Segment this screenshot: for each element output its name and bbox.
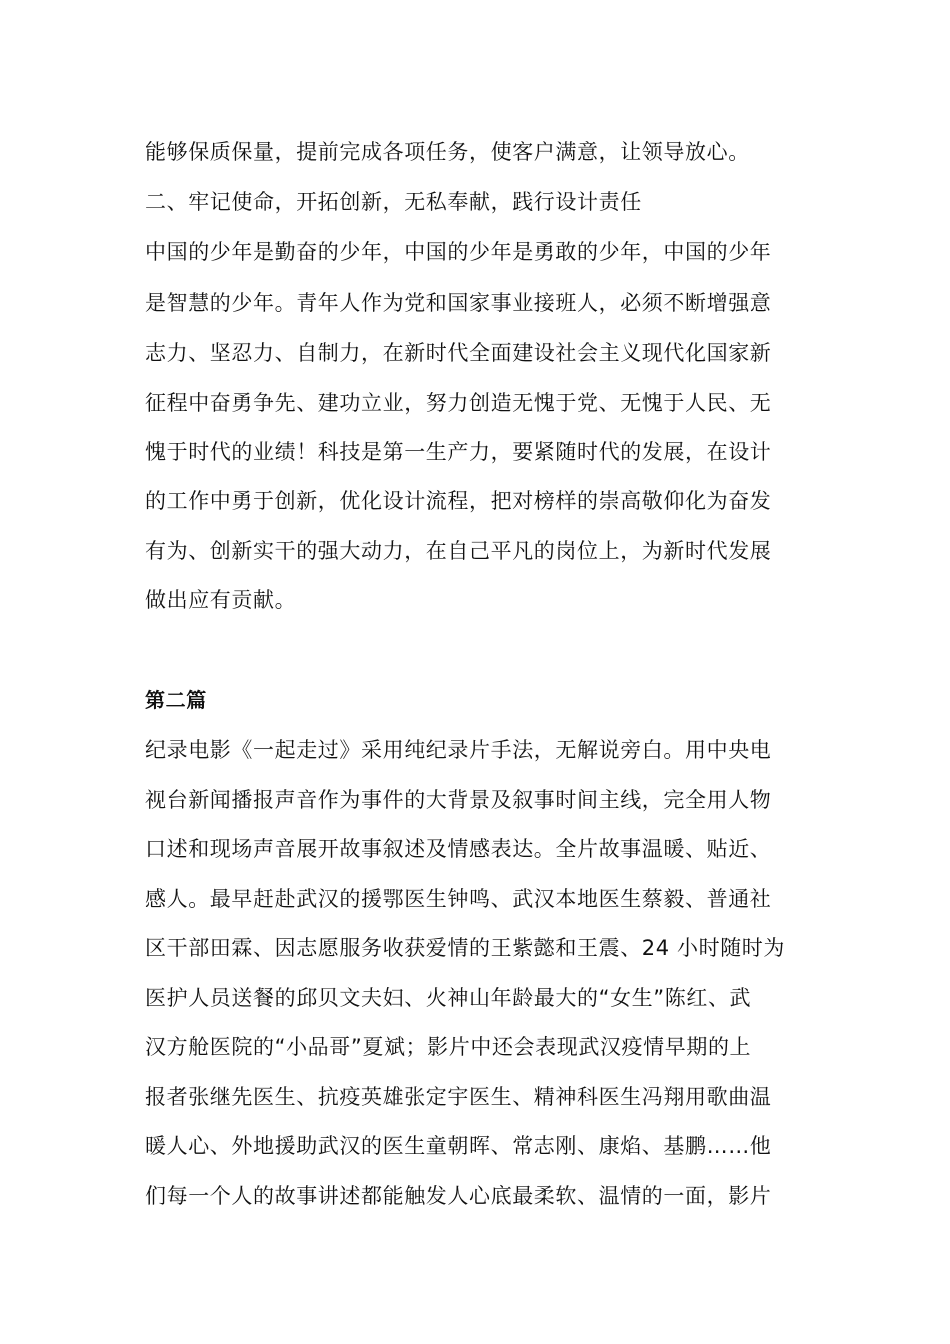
paragraph-line: 征程中奋勇争先、建功立业，努力创造无愧于党、无愧于人民、无: [145, 391, 772, 415]
paragraph-line: 有为、创新实干的强大动力，在自己平凡的岗位上，为新时代发展: [145, 539, 772, 563]
paragraph-line: 纪录电影《一起走过》采用纯纪录片手法，无解说旁白。用中央电: [145, 738, 772, 762]
section-subheading: 二、牢记使命，开拓创新，无私奉献，践行设计责任: [145, 190, 642, 214]
paragraph-line: 视台新闻播报声音作为事件的大背景及叙事时间主线，完全用人物: [145, 788, 772, 812]
paragraph-continuation: 能够保质保量，提前完成各项任务，使客户满意，让领导放心。: [145, 140, 750, 164]
paragraph-line: 区干部田霖、因志愿服务收获爱情的王紫懿和王震、24 小时随时为: [145, 936, 785, 960]
paragraph-line: 口述和现场声音展开故事叙述及情感表达。全片故事温暖、贴近、: [145, 837, 772, 861]
section-heading: 第二篇: [145, 688, 207, 712]
paragraph-line: 暖人心、外地援助武汉的医生童朝晖、常志刚、康焰、基鹏……他: [145, 1134, 772, 1158]
paragraph-line: 医护人员送餐的邱贝文夫妇、火神山年龄最大的“女生”陈红、武: [145, 986, 752, 1010]
paragraph-line: 报者张继先医生、抗疫英雄张定宇医生、精神科医生冯翔用歌曲温: [145, 1085, 772, 1109]
paragraph-line: 汉方舱医院的“小品哥”夏斌；影片中还会表现武汉疫情早期的上: [145, 1035, 752, 1059]
paragraph-line: 做出应有贡献。: [145, 588, 297, 612]
paragraph-line: 中国的少年是勤奋的少年，中国的少年是勇敢的少年，中国的少年: [145, 240, 772, 264]
paragraph-line: 是智慧的少年。青年人作为党和国家事业接班人，必须不断增强意: [145, 291, 772, 315]
paragraph-line: 们每一个人的故事讲述都能触发人心底最柔软、温情的一面，影片: [145, 1184, 772, 1208]
paragraph-line: 志力、坚忍力、自制力，在新时代全面建设社会主义现代化国家新: [145, 341, 772, 365]
paragraph-line: 感人。最早赶赴武汉的援鄂医生钟鸣、武汉本地医生蔡毅、普通社: [145, 887, 772, 911]
paragraph-line: 的工作中勇于创新，优化设计流程，把对榜样的崇高敬仰化为奋发: [145, 489, 772, 513]
paragraph-line: 愧于时代的业绩！科技是第一生产力，要紧随时代的发展，在设计: [145, 440, 772, 464]
